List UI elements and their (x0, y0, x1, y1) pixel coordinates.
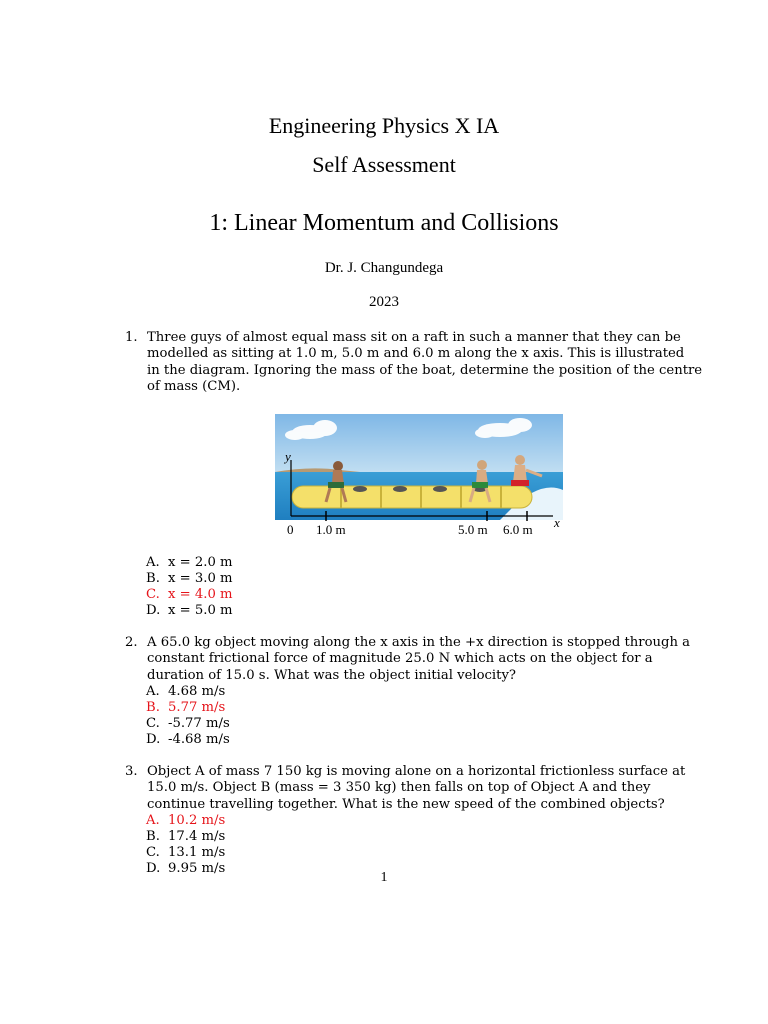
option-text: x = 4.0 m (168, 587, 233, 602)
question-1-option-b (146, 571, 233, 587)
question-1-option-a (146, 555, 233, 571)
question-2-text (147, 635, 690, 684)
question-2-line: A 65.0 kg object moving along the x axis in the +x direction is stopped through a (147, 635, 691, 650)
question-1-line: Three guys of almost equal mass sit on a raft in such a manner that they can be (147, 330, 681, 345)
question-2-line: duration of 15.0 s. What was the object initial velocity? (147, 667, 516, 683)
topic-heading: 1: Linear Momentum and Collisions (209, 210, 559, 236)
option-text: 17.4 m/s (168, 829, 226, 844)
question-3-option-a-correct (146, 813, 225, 829)
option-letter: D. (146, 603, 161, 618)
x-axis-label: x (554, 515, 560, 530)
option-text: 9.95 m/s (168, 861, 226, 876)
question-3-line: 15.0 m/s. Object B (mass = 3 350 kg) then falls on top of Object A and they (147, 780, 651, 796)
tick-label: 1.0 m (316, 522, 346, 537)
option-text: x = 5.0 m (168, 603, 233, 618)
author-name: Dr. J. Changundega (324, 260, 444, 276)
option-text: 13.1 m/s (168, 845, 226, 860)
self-assessment-heading: Self Assessment (312, 152, 456, 177)
option-letter: B. (146, 700, 160, 715)
tick-label: 6.0 m (503, 522, 533, 537)
question-1-option-c-correct (146, 587, 233, 603)
option-text: 5.77 m/s (168, 700, 226, 715)
option-letter: D. (146, 732, 161, 747)
option-letter: C. (146, 716, 160, 731)
question-3-option-b (146, 829, 225, 845)
question-3-number: 3. (125, 764, 138, 779)
question-3-line: continue travelling together. What is the new speed of the combined objects? (147, 796, 665, 812)
option-text: 4.68 m/s (168, 684, 226, 699)
y-axis-label: y (285, 449, 291, 464)
option-letter: B. (146, 571, 160, 586)
question-2-option-b-correct (146, 700, 225, 716)
option-letter: A. (146, 684, 160, 699)
question-1-option-d (146, 603, 233, 619)
question-2-line: constant frictional force of magnitude 25.0 N which acts on the object for a (147, 651, 653, 667)
page-number: 1 (380, 870, 388, 885)
option-letter: B. (146, 829, 160, 844)
question-2-option-c (146, 716, 230, 732)
tick-label: 0 (287, 522, 294, 537)
raft-illustration (270, 410, 570, 540)
option-letter: A. (146, 813, 160, 828)
raft-diagram (270, 410, 570, 540)
option-text: 10.2 m/s (168, 813, 226, 828)
question-3-line: Object A of mass 7 150 kg is moving alone on a horizontal frictionless surface at (147, 764, 686, 779)
option-letter: A. (146, 555, 160, 570)
question-2-number: 2. (125, 635, 138, 650)
option-letter: C. (146, 845, 160, 860)
option-text: -5.77 m/s (168, 716, 230, 731)
option-letter: D. (146, 861, 161, 876)
option-text: -4.68 m/s (168, 732, 230, 747)
year: 2023 (369, 294, 399, 310)
course-title: Engineering Physics X IA (268, 113, 500, 138)
question-3-text (147, 764, 685, 813)
question-2-option-a (146, 684, 225, 700)
question-3-option-c (146, 845, 225, 861)
question-1-text (147, 330, 702, 396)
option-text: x = 3.0 m (168, 571, 233, 586)
question-1-line: modelled as sitting at 1.0 m, 5.0 m and 6.0 m along the x axis. This is illustrated (147, 346, 685, 362)
tick-label: 5.0 m (458, 522, 488, 537)
option-text: x = 2.0 m (168, 555, 233, 570)
question-2-option-d (146, 732, 230, 748)
question-1-number: 1. (125, 330, 138, 345)
option-letter: C. (146, 587, 160, 602)
question-1-line: of mass (CM). (147, 379, 241, 395)
question-1-line: in the diagram. Ignoring the mass of the boat, determine the position of the centre (147, 362, 703, 378)
